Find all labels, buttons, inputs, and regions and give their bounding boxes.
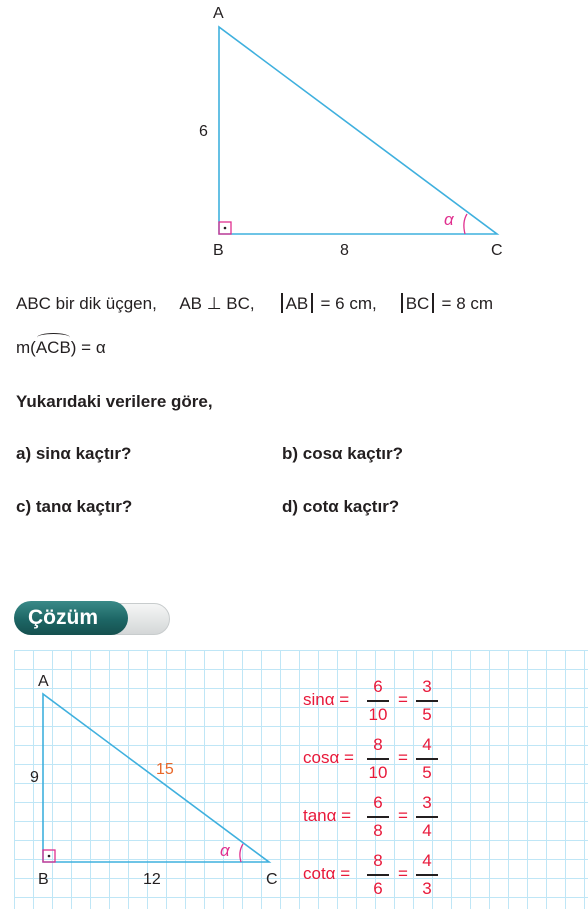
fraction-bar [416, 816, 438, 818]
fraction-bar [416, 700, 438, 702]
equals-sign: = [398, 690, 408, 709]
statement-bc-label: BC [405, 294, 430, 313]
question-b: b) cosα kaçtır? [282, 444, 403, 463]
side-ab-label: 6 [199, 123, 208, 140]
statement-angle-prefix: m( [16, 338, 36, 357]
solution-triangle-figure [0, 650, 300, 909]
fraction-numerator: 6 [373, 793, 383, 812]
equals-sign: = [398, 864, 408, 883]
equals-sign: = [398, 806, 408, 825]
fraction-denominator: 3 [422, 878, 432, 898]
question-a: a) sinα kaçtır? [16, 444, 132, 463]
fraction [414, 850, 440, 900]
vertex-b-label: B [213, 242, 224, 259]
fraction-denominator: 5 [422, 762, 432, 782]
fraction [414, 792, 440, 842]
fraction [414, 676, 440, 726]
equation-cos [303, 734, 443, 784]
fraction-denominator: 4 [422, 820, 432, 840]
fraction-denominator: 5 [422, 704, 432, 724]
fraction [414, 734, 440, 784]
angle-alpha-label: α [444, 210, 454, 229]
fraction-denominator: 8 [373, 820, 383, 840]
abs-bar-right [432, 293, 434, 313]
prompt-text: Yukarıdaki verilere göre, [16, 392, 213, 411]
equation-sin [303, 676, 443, 726]
angle-arc [464, 214, 467, 234]
fraction-bar [367, 874, 389, 876]
fraction [365, 734, 391, 784]
fraction-denominator: 10 [368, 704, 388, 724]
solution-side-bc-label: 12 [143, 871, 161, 888]
fraction-numerator: 3 [422, 793, 432, 812]
equation-cot [303, 850, 443, 900]
question-c: c) tanα kaçtır? [16, 497, 133, 516]
equation-cot-label: cotα = [303, 864, 351, 883]
fraction-numerator: 3 [422, 677, 432, 696]
fraction-numerator: 8 [373, 735, 383, 754]
fraction-bar [367, 700, 389, 702]
fraction [365, 850, 391, 900]
solution-angle-alpha-label: α [220, 841, 230, 860]
statement-angle-name: ACB [35, 338, 71, 357]
solution-side-ab-label: 9 [30, 769, 39, 786]
problem-triangle [219, 27, 497, 234]
equation-sin-label: sinα = [303, 690, 350, 709]
solution-vertex-c-label: C [266, 871, 278, 888]
fraction-denominator: 10 [368, 762, 388, 782]
fraction-denominator: 6 [373, 878, 383, 898]
problem-triangle-figure [0, 0, 588, 265]
abs-bar-left [401, 293, 403, 313]
fraction-numerator: 8 [373, 851, 383, 870]
solution-vertex-a-label: A [38, 673, 49, 690]
fraction-numerator: 6 [373, 677, 383, 696]
solution-header-label: Çözüm [14, 601, 128, 635]
abs-bar-left [281, 293, 283, 313]
statement-bc-value: = 8 cm [441, 294, 494, 313]
statement-intro: ABC bir dik üçgen, [16, 294, 157, 313]
statement-angle-suffix: ) = α [70, 338, 106, 357]
abs-bar-right [311, 293, 313, 313]
equation-tan-label: tanα = [303, 806, 352, 825]
equation-tan [303, 792, 443, 842]
vertex-c-label: C [491, 242, 503, 259]
fraction-bar [367, 816, 389, 818]
statement-line-1 [16, 293, 493, 314]
vertex-a-label: A [213, 5, 224, 22]
fraction [365, 792, 391, 842]
equals-sign: = [398, 748, 408, 767]
solution-angle-arc [240, 844, 243, 862]
fraction-bar [367, 758, 389, 760]
solution-vertex-b-label: B [38, 871, 49, 888]
fraction [365, 676, 391, 726]
statement-ab-value: = 6 cm, [320, 294, 377, 313]
equation-cos-label: cosα = [303, 748, 354, 767]
statement-perpendicular: AB ⊥ BC, [179, 294, 255, 313]
right-angle-dot [224, 227, 227, 230]
side-bc-label: 8 [340, 242, 349, 259]
fraction-numerator: 4 [422, 735, 432, 754]
fraction-bar [416, 758, 438, 760]
solution-triangle [43, 694, 269, 862]
solution-header [14, 601, 170, 635]
fraction-numerator: 4 [422, 851, 432, 870]
statement-ab-label: AB [285, 294, 309, 313]
fraction-bar [416, 874, 438, 876]
solution-right-angle-dot [48, 855, 51, 858]
statement-line-2 [16, 338, 106, 358]
question-d: d) cotα kaçtır? [282, 497, 400, 516]
solution-side-ac-label: 15 [156, 761, 174, 778]
